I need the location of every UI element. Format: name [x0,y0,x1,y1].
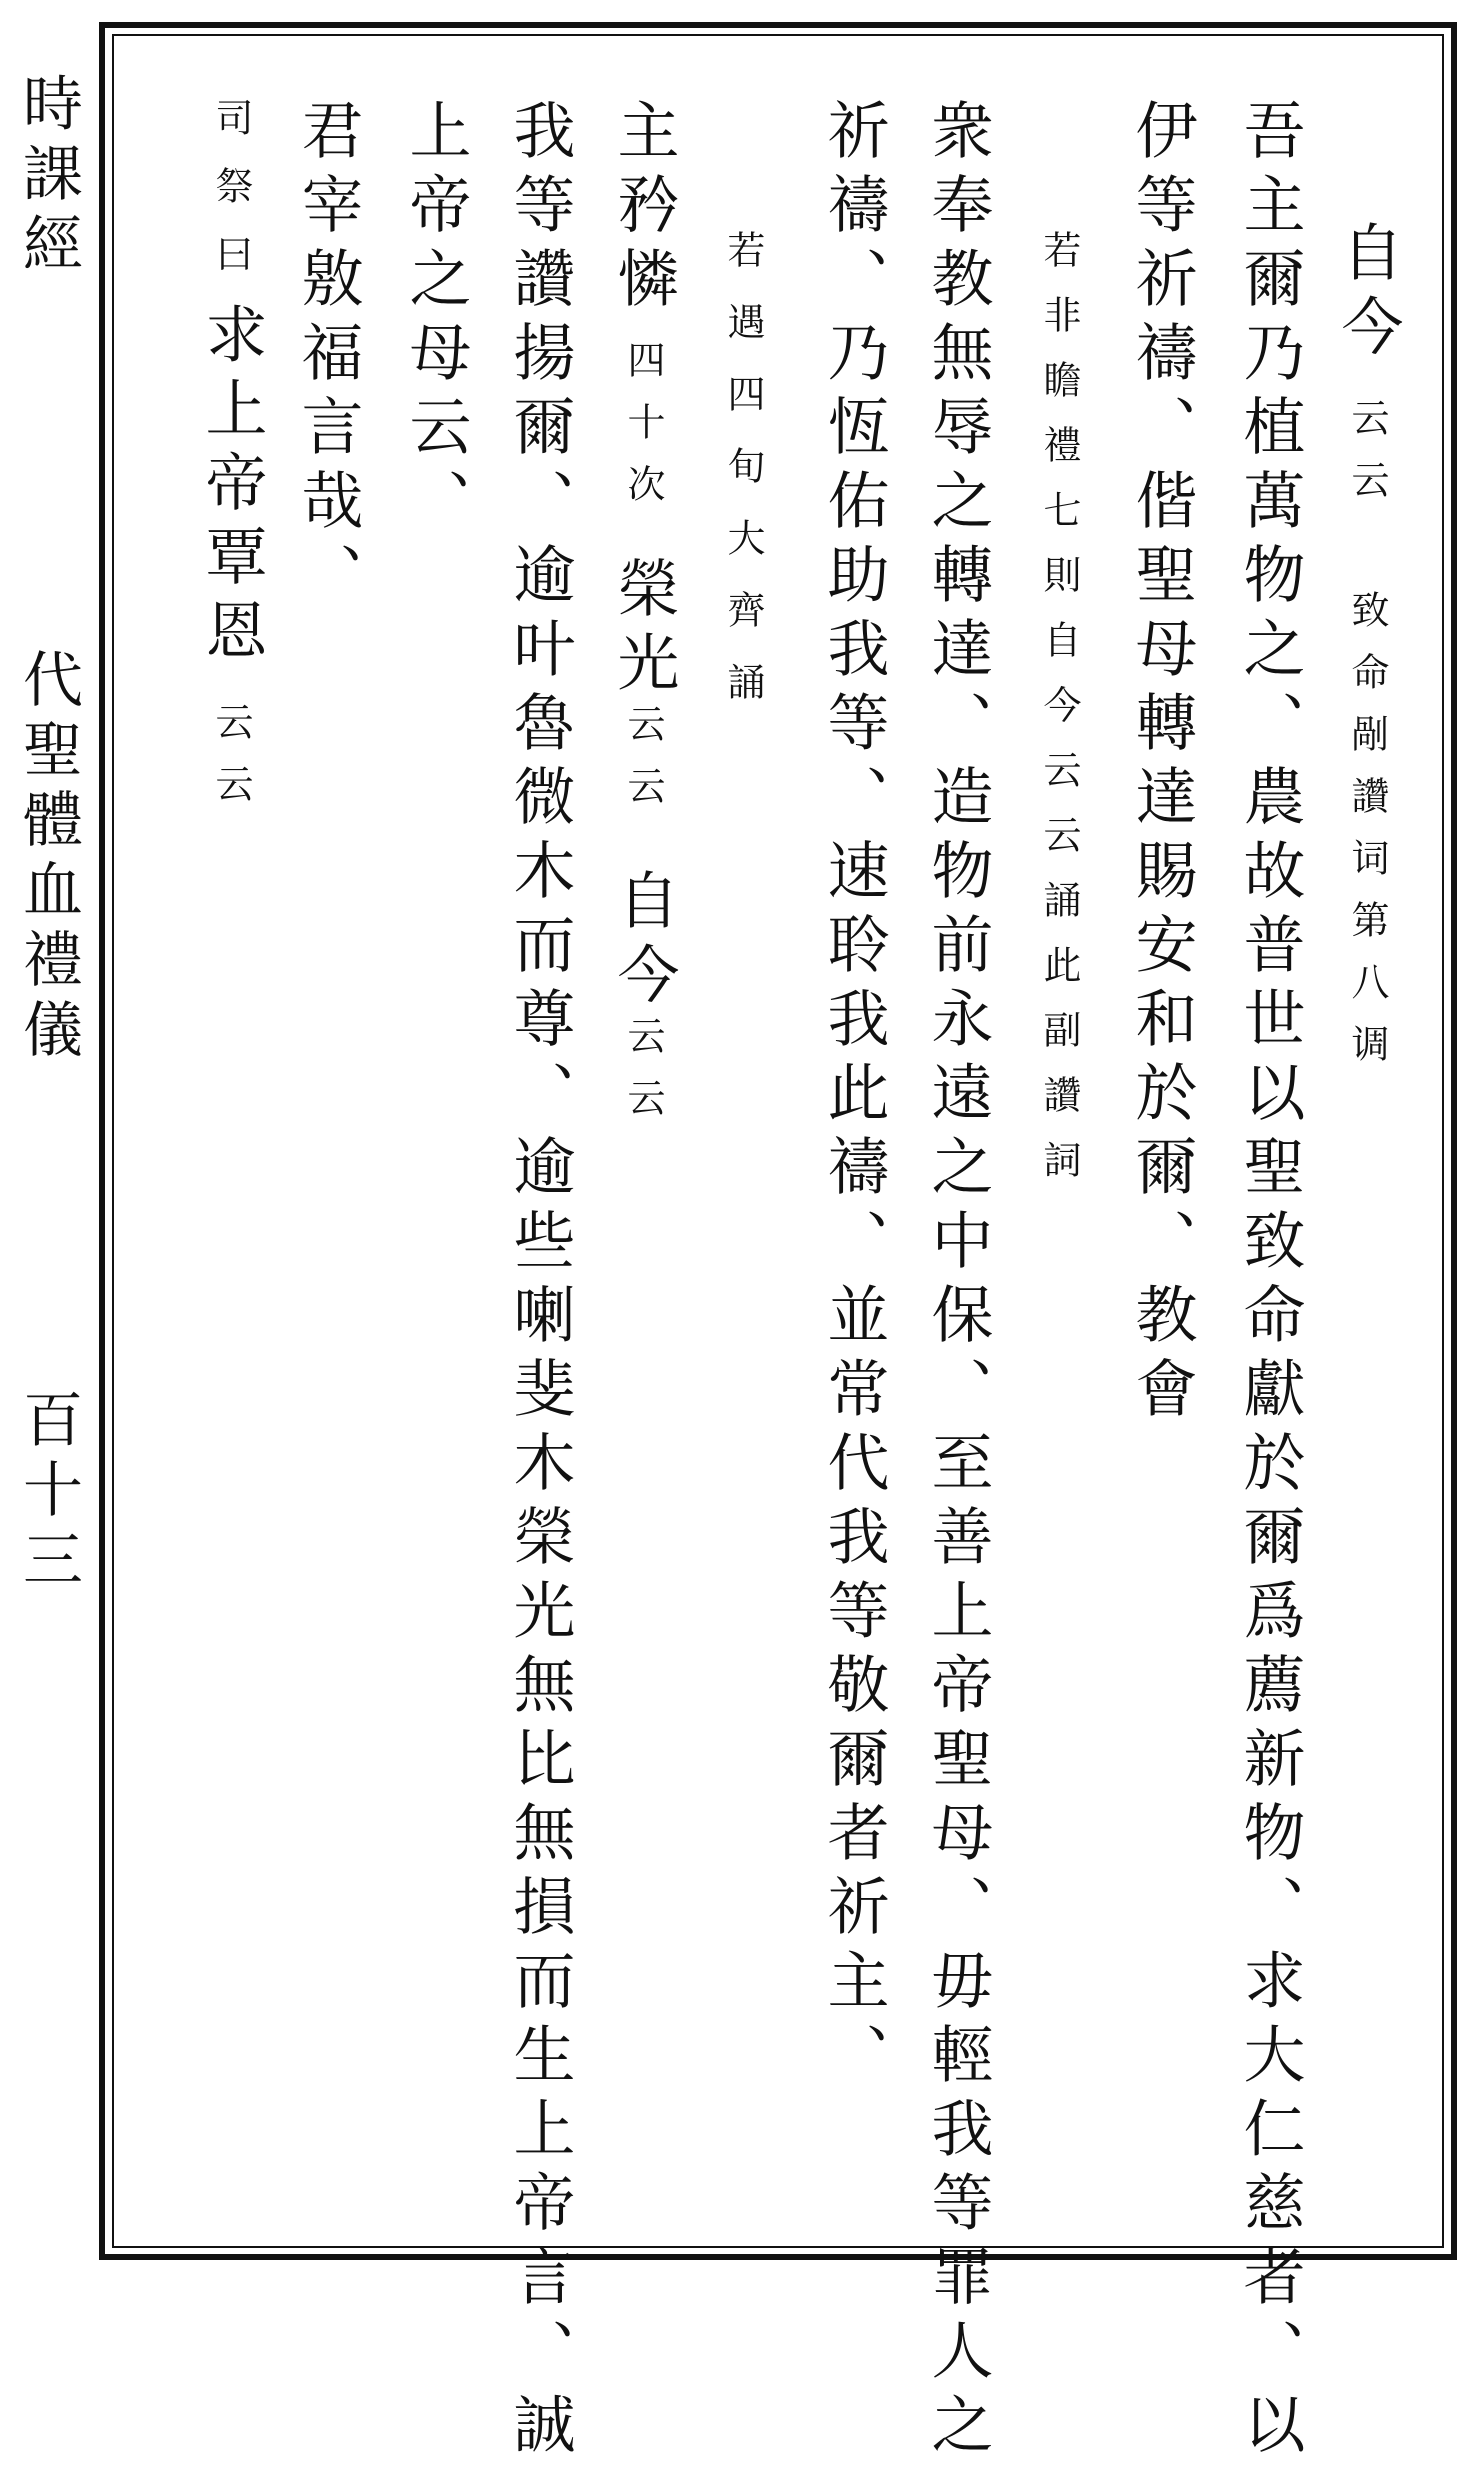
column-10: 上帝之母云、 [399,98,472,542]
page-number: 百十三 [13,1388,83,1598]
column-12-prayer: 求上帝覃恩 [195,302,268,672]
column-7-note: 若遇四旬大齊誦 [721,230,765,734]
column-11: 君宰敫福言哉、 [291,98,364,616]
column-5: 衆奉教無辱之轉達、造物前永遠之中保、至善上帝聖母、毋輕我等罪人之 [921,98,994,2466]
column-12 [195,98,268,826]
column-9: 我等讚揚爾、逾叶魯微木而尊、逾些喇斐木榮光無比無損而生上帝言、誠 [503,98,576,2466]
column-2: 吾主爾乃植萬物之、農故普世以聖致命獻於爾爲薦新物、求大仁慈者、以 [1233,98,1306,2466]
book-title: 時課經 [13,72,83,282]
column-8 [607,98,680,1140]
column-8-gloria: 榮光 [607,556,680,704]
column-8-count: 四十次 [621,340,665,526]
column-3: 伊等祈禱、偕聖母轉達賜安和於爾、教會 [1125,98,1198,1430]
column-1-note: 云云 致命剮讚词第八调 [1345,398,1389,1086]
column-1-heading: 自今 [1331,220,1404,368]
section-title: 代聖體血禮儀 [13,648,83,1068]
column-12-priest-says: 司祭曰 [209,98,253,302]
column-8-etc-2: 云云 [621,1016,665,1140]
column-6: 祈禱、乃恆佑助我等、速聆我此禱、並常代我等敬爾者祈主、 [817,98,890,2096]
column-1 [1331,220,1404,1086]
column-12-etc: 云云 [209,702,253,826]
column-8-nunc: 自今 [607,868,680,1016]
column-4-note: 若非瞻禮七則自今云云誦此副讚詞 [1037,230,1081,1205]
column-8-etc-1: 云云 [621,704,665,828]
column-8-kyrie: 主矜憐 [607,98,680,320]
